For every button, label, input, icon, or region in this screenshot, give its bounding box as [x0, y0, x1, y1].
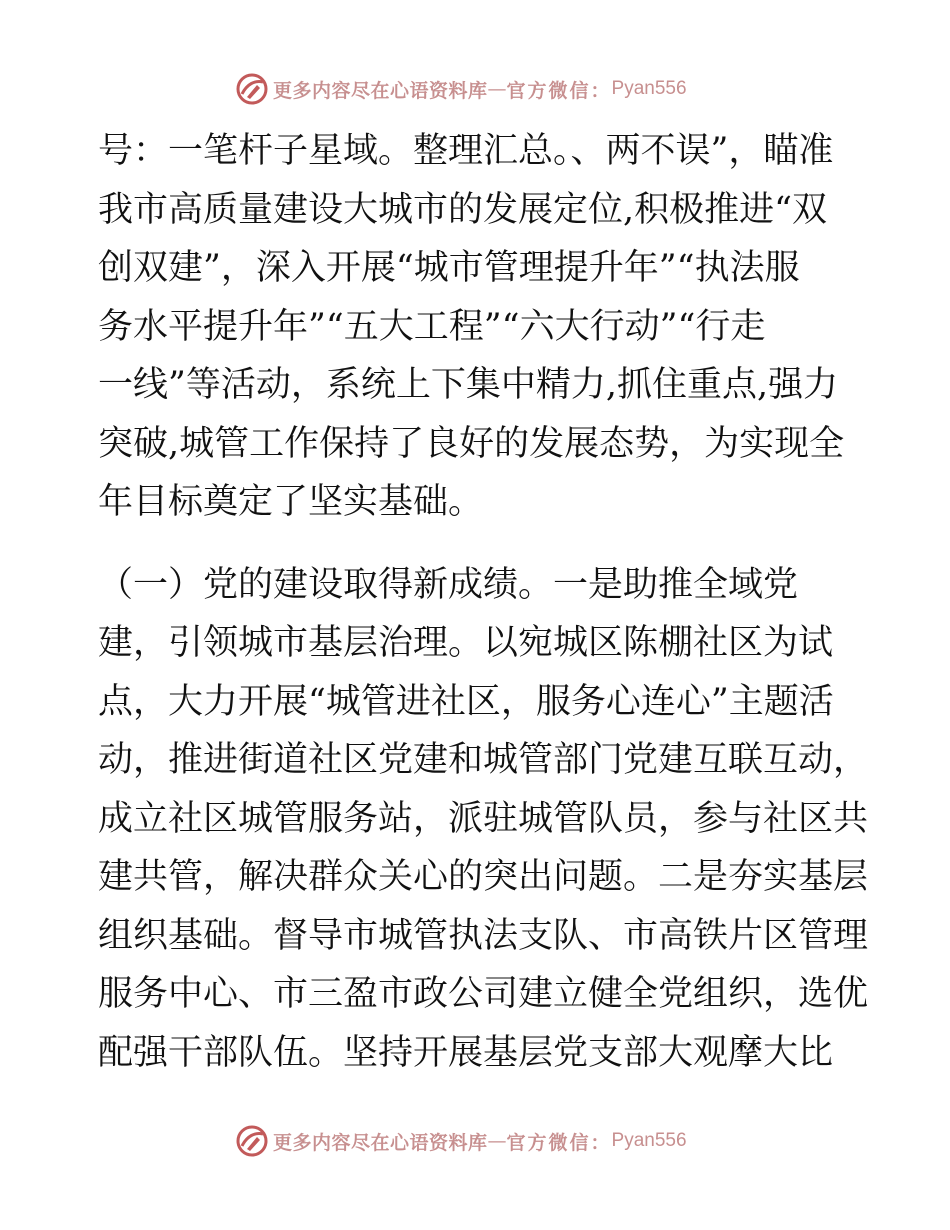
text-line: 务水平提升年”“五大工程”“六大行动”“行走 [98, 306, 766, 347]
text-line: 成立社区城管服务站，派驻城管队员，参与社区共 [98, 798, 869, 839]
banner-wechat-label: 官方微信： [506, 79, 612, 102]
text-line: 组织基础。督导市城管执法支队、市高铁片区管理 [98, 915, 869, 956]
banner-dash: — [487, 78, 507, 100]
banner-main-text: 更多内容尽在心语资料库 [273, 1131, 488, 1154]
text-line: 动，推进街道社区党建和城管部门党建互联互动， [98, 740, 869, 780]
ink-stamp-icon [235, 72, 269, 106]
paragraph-2 [98, 556, 869, 1083]
paragraph-1 [98, 122, 858, 532]
footer-watermark-banner [235, 1124, 687, 1158]
banner-wechat-id: Pyan556 [611, 1130, 687, 1151]
text-line: 突破,城管工作保持了良好的发展态势，为实现全 [98, 423, 845, 464]
header-watermark-banner [235, 72, 687, 106]
text-line: 配强干部队伍。坚持开展基层党支部大观摩大比 [98, 1032, 834, 1073]
text-line: 我市高质量建设大城市的发展定位,积极推进“双 [98, 189, 828, 230]
text-line: 建共管，解决群众关心的突出问题。二是夯实基层 [98, 857, 869, 897]
text-line: 年目标奠定了坚实基础。 [98, 482, 484, 522]
banner-wechat-label: 官方微信： [506, 1131, 612, 1154]
text-line: 点，大力开展“城管进社区，服务心连心”主题活 [98, 681, 834, 722]
text-line: 建，引领城市基层治理。以宛城区陈棚社区为试 [98, 623, 834, 663]
text-line: 一线”等活动，系统上下集中精力,抓住重点,强力 [98, 365, 839, 405]
banner-wechat-id: Pyan556 [611, 78, 687, 99]
banner-dash: — [487, 1130, 507, 1152]
text-line: 服务中心、市三盈市政公司建立健全党组织，选优 [98, 974, 869, 1014]
text-line: （一）党的建设取得新成绩。一是助推全域党 [98, 564, 799, 605]
text-line: 创双建”，深入开展“城市管理提升年”“执法服 [98, 248, 800, 288]
document-body [98, 122, 869, 1082]
ink-stamp-icon [235, 1124, 269, 1158]
text-line: 号：一笔杆子星域。整理汇总。、两不误”，瞄准 [98, 131, 834, 171]
banner-main-text: 更多内容尽在心语资料库 [273, 79, 488, 102]
